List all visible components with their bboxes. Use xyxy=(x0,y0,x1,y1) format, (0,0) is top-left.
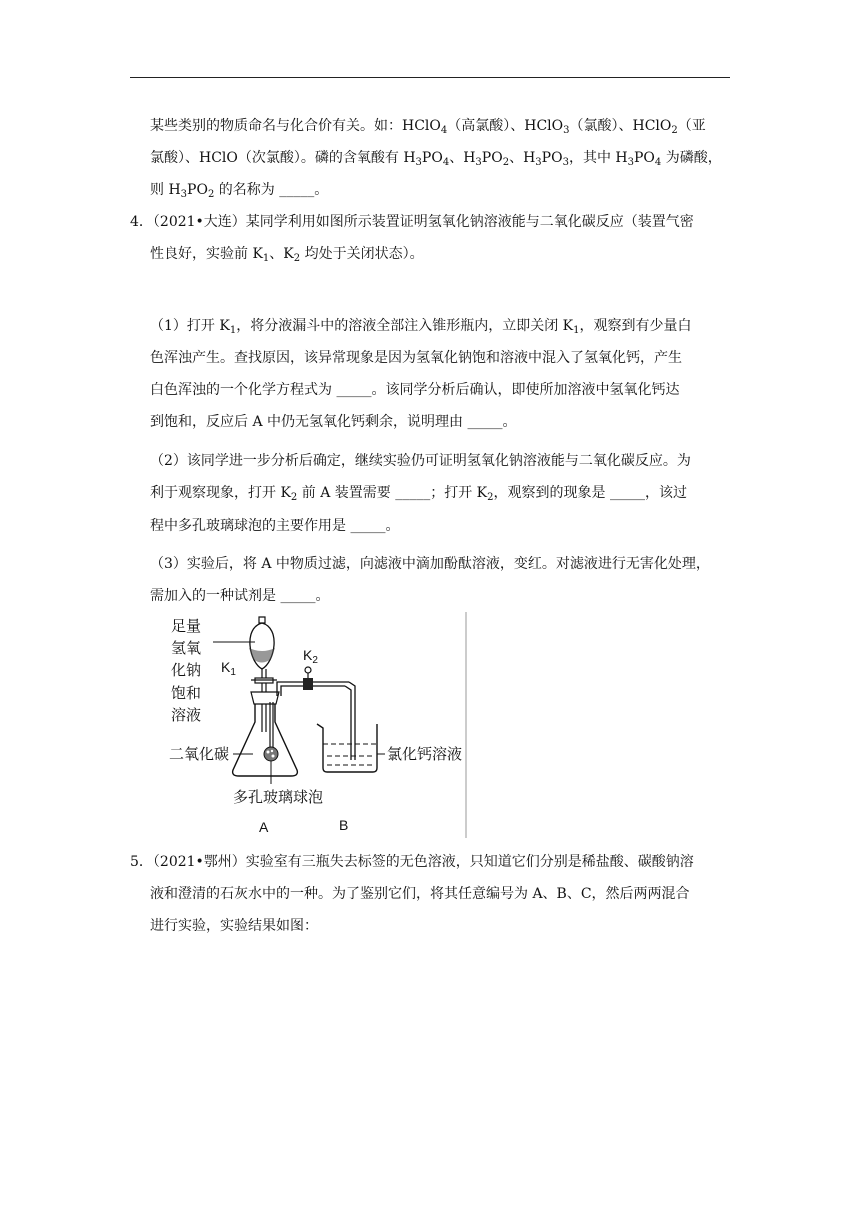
label-naoh-4: 饱和 xyxy=(171,684,202,702)
q4-part1-line-3: 白色浑浊的一个化学方程式为 _____。该同学分析后确认，即使所加溶液中氢氧化钙达 xyxy=(150,382,680,398)
label-co2: 二氧化碳 xyxy=(169,745,230,763)
q4-part1-line-2: 色浑浊产生。查找原因，该异常现象是因为氢氧化钠饱和溶液中混入了氢氧化钙，产生 xyxy=(150,350,682,366)
label-naoh-5: 溶液 xyxy=(171,706,202,724)
label-k2: $K_2$ xyxy=(303,647,318,666)
apparatus-figure xyxy=(163,612,470,838)
q4-part2-line-3: 程中多孔玻璃球泡的主要作用是 _____。 xyxy=(150,518,400,534)
intro-line-1: 某些类别的物质命名与化合价有关。如：HClO$_4$（高氯酸）、HClO$_3$（氯酸）、HClO$_2$（亚 xyxy=(150,118,706,136)
q5-stem-line-3: 进行实验，实验结果如图： xyxy=(150,918,318,934)
label-porous-bulb: 多孔玻璃球泡 xyxy=(233,788,324,806)
q4-part3-line-2: 需加入的一种试剂是 _____。 xyxy=(150,588,330,604)
label-naoh-2: 氢氧 xyxy=(171,639,202,657)
q4-part2-line-2: 利于观察现象，打开 $K_2$ 前 A 装置需要 _____；打开 $K_2$，观察到的现象是 _____，该过 xyxy=(150,485,687,503)
label-a: A xyxy=(259,819,269,835)
intro-line-3: 则 $H_3PO_2$ 的名称为 _____。 xyxy=(150,182,329,200)
q4-part3-line-1: （3）实验后，将 A 中物质过滤，向滤液中滴加酚酞溶液，变红。对滤液进行无害化处理， xyxy=(150,556,710,572)
label-cacl2: 氯化钙溶液 xyxy=(387,745,463,763)
q4-part1-line-4: 到饱和，反应后 A 中仍无氢氧化钙剩余，说明理由 _____。 xyxy=(150,414,517,430)
label-naoh-3: 化钠 xyxy=(171,661,202,679)
q5-stem-line-2: 液和澄清的石灰水中的一种。为了鉴别它们，将其任意编号为 A、B、C，然后两两混合 xyxy=(150,886,690,902)
q4-stem-line-2: 性良好，实验前 $K_1$、$K_2$ 均处于关闭状态）。 xyxy=(150,246,424,264)
label-b: B xyxy=(339,817,349,833)
intro-line-2: 氯酸）、HClO（次氯酸）。磷的含氧酸有 $H_3PO_4$、$H_3PO_2$、$H_3PO_3$，其中 $H_3PO_4$ 为磷酸， xyxy=(150,150,722,168)
label-k1: $K_1$ xyxy=(221,659,236,678)
q4-part1-line-1: （1）打开 $K_1$，将分液漏斗中的溶液全部注入锥形瓶内，立即关闭 $K_1$，观察到有少量白 xyxy=(150,318,692,336)
q5-stem-line-1: 5．（2021•鄂州）实验室有三瓶失去标签的无色溶液，只知道它们分别是稀盐酸、碳酸钠溶 xyxy=(130,854,694,870)
q4-stem-line-1: 4．（2021•大连）某同学利用如图所示装置证明氢氧化钠溶液能与二氧化碳反应（装置气密 xyxy=(130,214,694,230)
q4-part2-line-1: （2）该同学进一步分析后确定，继续实验仍可证明氢氧化钠溶液能与二氧化碳反应。为 xyxy=(150,453,691,469)
header-rule xyxy=(130,77,730,78)
label-naoh-1: 足量 xyxy=(171,617,202,635)
